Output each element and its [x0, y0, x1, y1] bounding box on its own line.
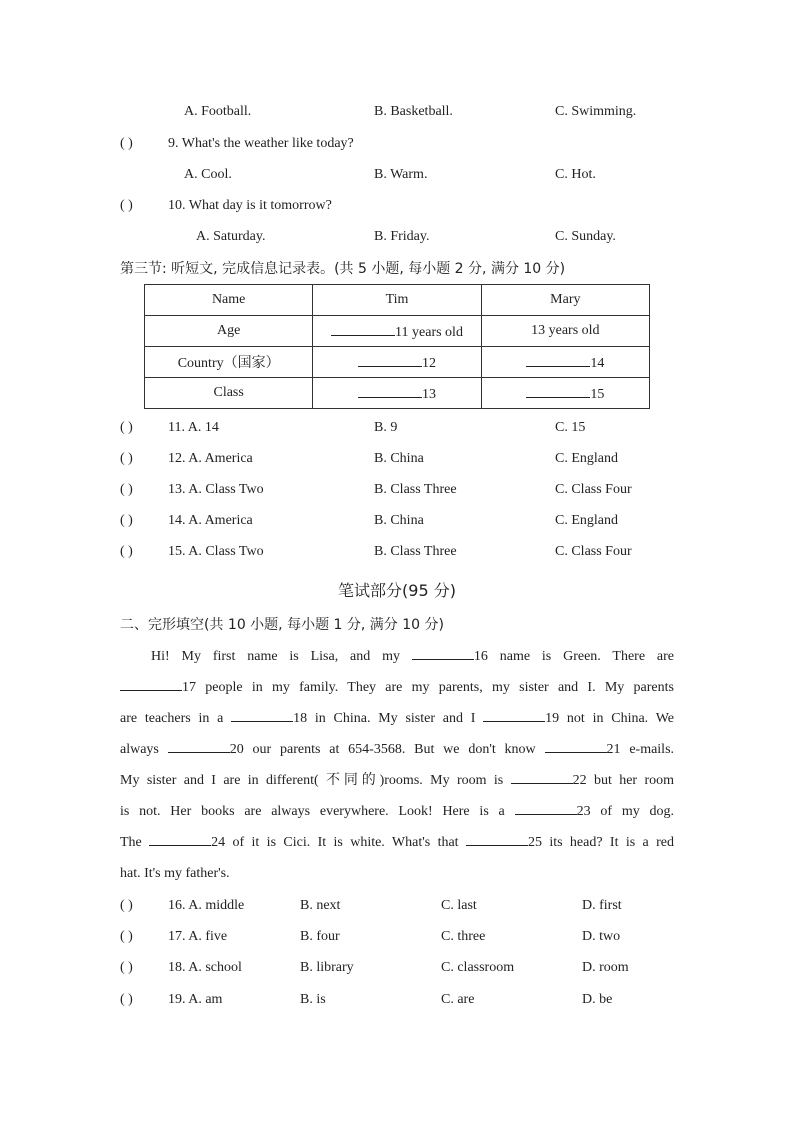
cell-tim[interactable] [313, 316, 481, 347]
passage-text: 19 not in China. We [545, 711, 674, 726]
question-9 [0, 134, 794, 154]
option-c: C. Class Four [555, 482, 632, 497]
cell-text: 11 years old [395, 325, 463, 340]
fill-blank[interactable] [231, 707, 293, 722]
fill-blank[interactable] [120, 676, 182, 691]
option-a: A. Football. [184, 104, 252, 119]
fill-blank[interactable] [545, 738, 607, 753]
fill-blank[interactable] [149, 831, 211, 846]
option-a: 11. A. 14 [168, 420, 219, 435]
passage-text: 23 of my dog. [576, 804, 674, 819]
cloze-heading: 二、完形填空(共 10 小题, 每小题 1 分, 满分 10 分) [120, 617, 444, 633]
info-record-table [144, 284, 650, 409]
passage-text: 22 but her room [572, 773, 674, 788]
passage-text: 18 in China. My sister and I [293, 711, 476, 726]
option-c: C. England [555, 513, 618, 528]
cell-text: 14 [590, 356, 605, 371]
option-b: B. 9 [374, 420, 398, 435]
answer-paren[interactable]: ( ) [120, 198, 133, 213]
option-c: C. last [441, 898, 477, 913]
fill-blank[interactable] [466, 831, 528, 846]
fill-blank[interactable] [358, 383, 422, 398]
passage-text: The [120, 835, 142, 850]
question-15 [0, 542, 794, 562]
option-b: B. is [300, 992, 326, 1007]
fill-blank[interactable] [412, 645, 474, 660]
cell-tim[interactable] [313, 347, 481, 378]
question-12 [0, 449, 794, 469]
option-b: B. China [374, 451, 424, 466]
option-b: B. Friday. [374, 229, 430, 244]
option-c: C. Hot. [555, 167, 596, 182]
question-text: 10. What day is it tomorrow? [168, 198, 332, 213]
option-b: B. Class Three [374, 544, 457, 559]
option-a: 14. A. America [168, 513, 253, 528]
answer-paren[interactable]: ( ) [120, 420, 133, 435]
passage-line [120, 641, 674, 672]
answer-paren[interactable]: ( ) [120, 992, 133, 1007]
fill-blank[interactable] [331, 321, 395, 336]
cell-tim[interactable] [313, 378, 481, 409]
fill-blank[interactable] [511, 769, 573, 784]
fill-blank[interactable] [483, 707, 545, 722]
option-b: B. China [374, 513, 424, 528]
passage-text: My sister and I are in different( 不同的)rooms. My room is [120, 773, 504, 788]
row-label: Country（国家） [145, 347, 313, 378]
option-b: B. Basketball. [374, 104, 453, 119]
fill-blank[interactable] [526, 383, 590, 398]
answer-paren[interactable]: ( ) [120, 513, 133, 528]
answer-paren[interactable]: ( ) [120, 898, 133, 913]
option-c: C. 15 [555, 420, 586, 435]
options-row-8 [0, 102, 794, 122]
option-a: 15. A. Class Two [168, 544, 264, 559]
header-tim: Tim [313, 285, 481, 316]
table-row-country [145, 347, 650, 378]
cloze-passage [120, 641, 674, 889]
option-c: C. Swimming. [555, 104, 637, 119]
table-row-age [145, 316, 650, 347]
question-18 [0, 958, 794, 978]
option-b: B. four [300, 929, 340, 944]
passage-text: is not. Her books are always everywhere. Look! Here is a [120, 804, 505, 819]
passage-line [120, 734, 674, 765]
table-header-row [145, 285, 650, 316]
question-text: 9. What's the weather like today? [168, 136, 354, 151]
header-mary: Mary [481, 285, 649, 316]
passage-text: Hi! My first name is Lisa, and my [151, 649, 401, 664]
option-a: 13. A. Class Two [168, 482, 264, 497]
fill-blank[interactable] [515, 800, 577, 815]
passage-line [120, 703, 674, 734]
section-3-heading: 第三节: 听短文, 完成信息记录表。(共 5 小题, 每小题 2 分, 满分 10 分) [120, 261, 566, 277]
cell-mary[interactable] [481, 347, 649, 378]
passage-text: 16 name is Green. There are [473, 649, 674, 664]
question-10 [0, 196, 794, 216]
row-label: Age [145, 316, 313, 347]
cell-text: 15 [590, 387, 605, 402]
option-a: A. Saturday. [196, 229, 266, 244]
option-b: B. Class Three [374, 482, 457, 497]
option-d: D. room [582, 960, 629, 975]
option-a: 12. A. America [168, 451, 253, 466]
cell-mary[interactable] [481, 378, 649, 409]
cell-text: 13 [421, 387, 436, 402]
option-d: D. two [582, 929, 621, 944]
options-row-9 [0, 165, 794, 185]
passage-text: 25 its head? It is a red [527, 835, 675, 850]
answer-paren[interactable]: ( ) [120, 960, 133, 975]
answer-paren[interactable]: ( ) [120, 544, 133, 559]
option-a: 16. A. middle [168, 898, 245, 913]
cell-text: 12 [421, 356, 436, 371]
question-16 [0, 896, 794, 916]
header-name: Name [145, 285, 313, 316]
option-a: 18. A. school [168, 960, 242, 975]
passage-line [120, 858, 674, 889]
table-row-class [145, 378, 650, 409]
question-13 [0, 480, 794, 500]
question-17 [0, 927, 794, 947]
passage-line [120, 765, 674, 796]
option-b: B. library [300, 960, 354, 975]
option-c: C. classroom [441, 960, 515, 975]
row-label: Class [145, 378, 313, 409]
options-row-10 [0, 227, 794, 247]
passage-line [120, 672, 674, 703]
passage-text: always [120, 742, 159, 757]
passage-text: 21 e-mails. [606, 742, 675, 757]
option-c: C. are [441, 992, 475, 1007]
answer-paren[interactable]: ( ) [120, 929, 133, 944]
option-c: C. England [555, 451, 618, 466]
answer-paren[interactable]: ( ) [120, 451, 133, 466]
passage-text: hat. It's my father's. [120, 866, 230, 881]
option-c: C. three [441, 929, 486, 944]
passage-line [120, 827, 674, 858]
answer-paren[interactable]: ( ) [120, 136, 133, 151]
option-a: A. Cool. [184, 167, 232, 182]
option-a: 19. A. am [168, 992, 223, 1007]
passage-line [120, 796, 674, 827]
question-11 [0, 418, 794, 438]
passage-text: are teachers in a [120, 711, 224, 726]
question-14 [0, 511, 794, 531]
passage-text: 24 of it is Cici. It is white. What's that [211, 835, 459, 850]
passage-text: 20 our parents at 654-3568. But we don't know [229, 742, 536, 757]
option-b: B. next [300, 898, 341, 913]
option-a: 17. A. five [168, 929, 228, 944]
cell-mary: 13 years old [481, 316, 649, 347]
question-19 [0, 990, 794, 1010]
written-part-title: 笔试部分(95 分) [338, 581, 456, 600]
fill-blank[interactable] [358, 352, 422, 367]
option-d: D. be [582, 992, 613, 1007]
fill-blank[interactable] [526, 352, 590, 367]
option-b: B. Warm. [374, 167, 428, 182]
fill-blank[interactable] [168, 738, 230, 753]
option-c: C. Sunday. [555, 229, 616, 244]
answer-paren[interactable]: ( ) [120, 482, 133, 497]
option-c: C. Class Four [555, 544, 632, 559]
option-d: D. first [582, 898, 622, 913]
passage-text: 17 people in my family. They are my parents, my sister and I. My parents [182, 680, 674, 695]
